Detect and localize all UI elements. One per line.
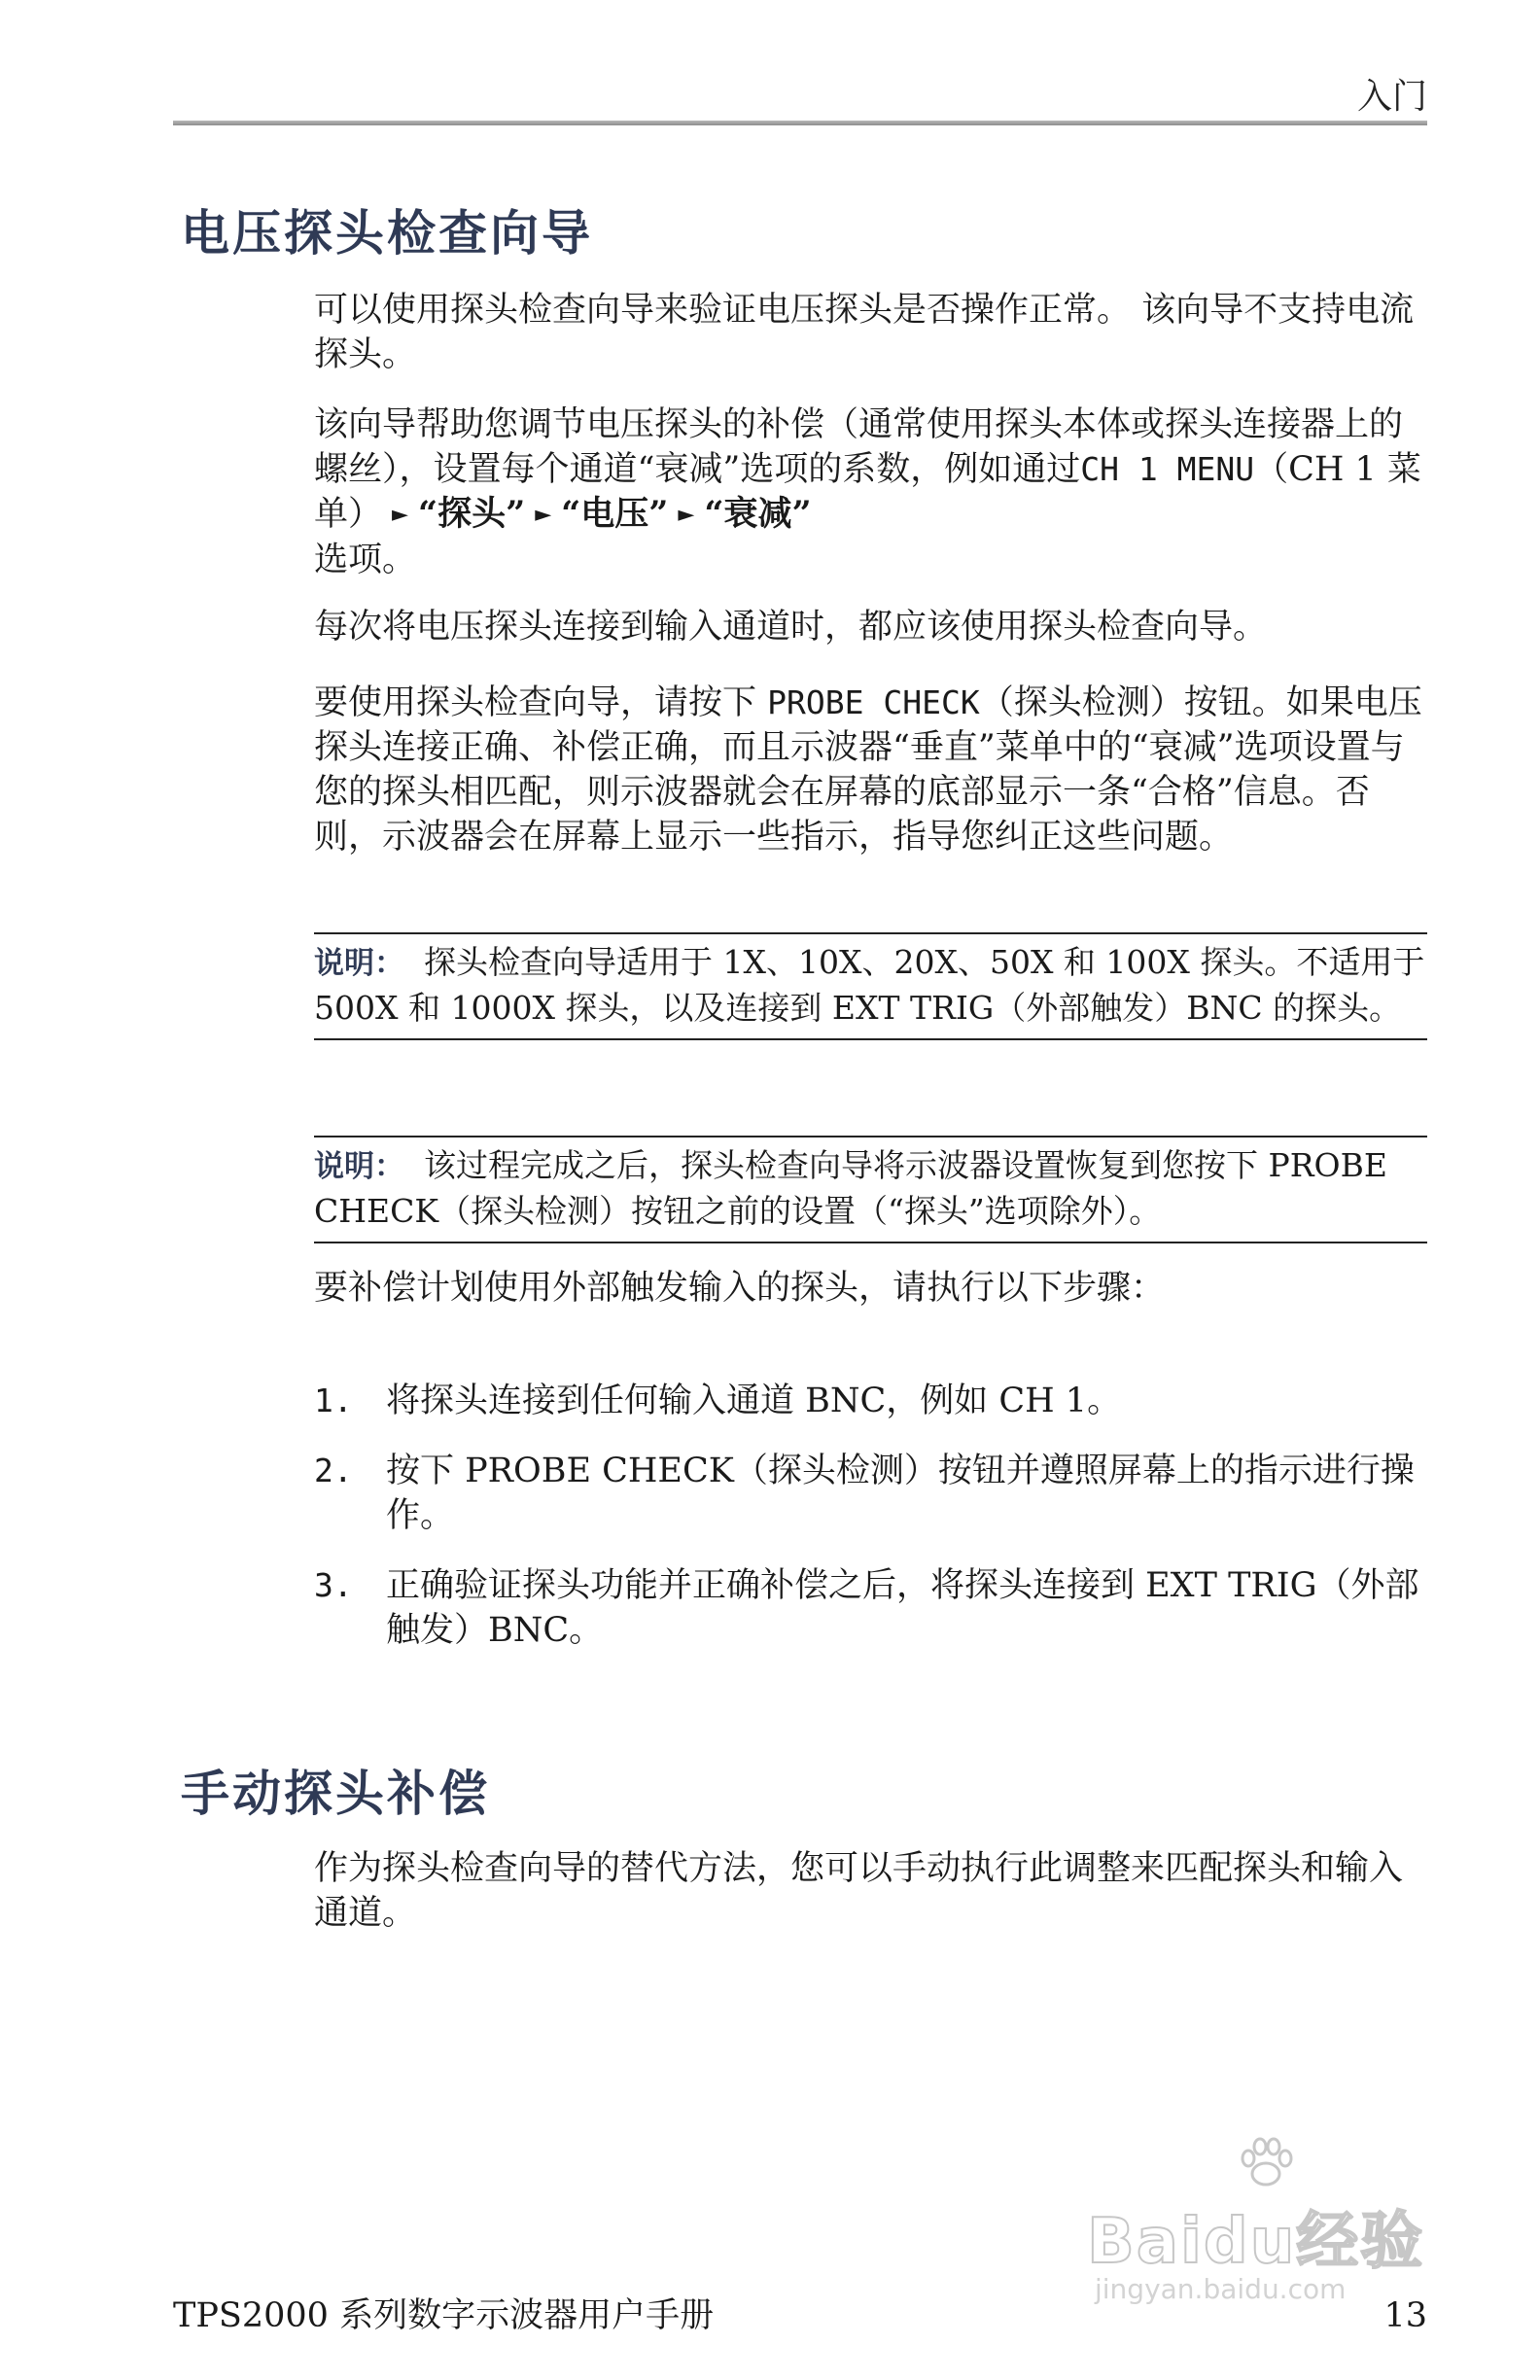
probe-check-button-ref: PROBE CHECK [767,683,980,721]
paw-icon [1237,2135,1295,2193]
list-item [314,1563,1427,1653]
arrow-right-icon: ► [535,503,552,527]
arrow-right-icon: ► [678,503,695,527]
step-number: 3. [314,1566,353,1604]
paragraph-compensation [314,402,1427,582]
text-run: 该向导帮助您调节电压探头的补偿（通常使用探头本体或探头连接器上的螺丝），设置每个通道“衰减”选项的系数，例如通过 [314,405,1404,489]
step-text: 将探头连接到任何输入通道 BNC，例如 CH 1。 [386,1382,1122,1420]
procedure-steps [314,1379,1427,1678]
list-item [314,1449,1427,1538]
menu-path-probe: “探头” [417,494,526,534]
step-number: 2. [314,1452,353,1489]
paragraph-steps-intro [314,1266,1427,1311]
baidu-watermark [1087,2135,1437,2329]
note-box-restore-settings [314,1136,1427,1243]
note-text: 该过程完成之后，探头检查向导将示波器设置恢复到您按下 PROBE CHECK（探头检测）按钮之前的设置（“探头”选项除外）。 [314,1146,1387,1230]
paragraph-text: 可以使用探头检查向导来验证电压探头是否操作正常。 该向导不支持电流探头。 [314,291,1415,374]
paragraph-text: 每次将电压探头连接到输入通道时，都应该使用探头检查向导。 [314,608,1268,647]
paragraph-text [314,402,1427,582]
section-heading-manual-compensation: 手动探头补偿 [181,1766,490,1822]
menu-path-attenuation: “衰减” [704,494,812,534]
text-run: 选项。 [314,541,417,579]
step-text: 正确验证探头功能并正确补偿之后，将探头连接到 EXT TRIG（外部触发）BNC。 [386,1566,1419,1650]
header-rule [173,121,1427,125]
note-label: 说明： [314,946,404,981]
paragraph-text [314,681,1427,859]
paragraph-probe-check-usage [314,681,1427,859]
arrow-right-icon: ► [392,503,408,527]
text-run: （探头检测）按钮。如果电压探头连接正确、补偿正确，而且示波器“垂直”菜单中的“衰减”选项设置与您的探头相匹配，则示波器就会在屏幕的底部显示一条“合格”信息。否则，示波器会在屏幕上显示一些指示，指导您纠正这些问题。 [314,683,1422,857]
menu-path-voltage: “电压” [561,494,669,534]
page-number: 13 [1383,2296,1427,2335]
section-heading-voltage-probe-check: 电压探头检查向导 [181,205,593,262]
step-text: 按下 PROBE CHECK（探头检测）按钮并遵照屏幕上的指示进行操作。 [386,1452,1415,1535]
text-run: （CH 1 菜单） [314,450,1421,534]
footer-title: TPS2000 系列数字示波器用户手册 [173,2296,715,2335]
paragraph-each-connection [314,605,1427,649]
paragraph-intro [314,288,1427,377]
ch1-menu-button-ref: CH 1 MENU [1080,450,1255,488]
step-number: 1. [314,1382,353,1419]
note-label: 说明： [314,1149,404,1184]
paragraph-manual-alternative [314,1846,1427,1936]
paragraph-text: 要补偿计划使用外部触发输入的探头，请执行以下步骤： [314,1269,1166,1308]
running-header: 入门 [1356,77,1427,117]
paragraph-text: 作为探头检查向导的替代方法，您可以手动执行此调整来匹配探头和输入通道。 [314,1849,1404,1933]
watermark-url: jingyan.baidu.com [1095,2273,1347,2305]
watermark-text: Baidu经验 [1087,2206,1425,2278]
text-run: 要使用探头检查向导，请按下 [314,683,757,722]
note-box-applicability [314,932,1427,1040]
list-item [314,1379,1427,1423]
note-text: 探头检查向导适用于 1X、10X、20X、50X 和 100X 探头。不适用于 500X 和 1000X 探头，以及连接到 EXT TRIG（外部触发）BNC 的探头。 [314,943,1425,1027]
